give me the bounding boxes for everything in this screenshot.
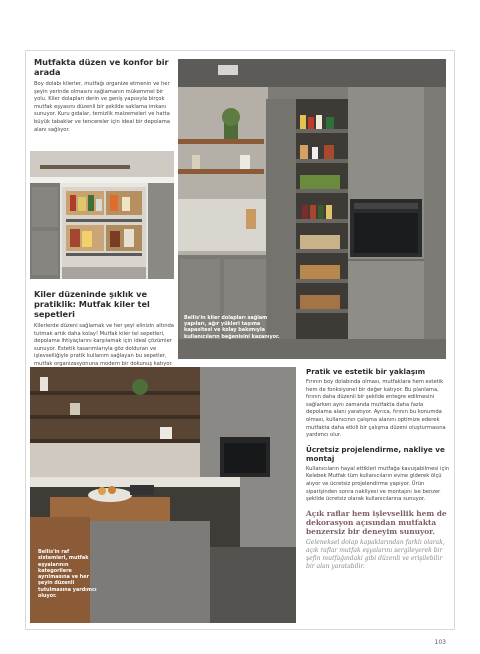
open-shelves-kitchen-photo <box>30 367 296 623</box>
kitchen-caption: Bellis'in raf sistemleri, mutfak eşyalarının kategorilere ayrılmasına ve her şeyin düzenli tutulmasına yardımcı oluyor. <box>38 549 97 600</box>
pull-quote-body: Geleneksel dolap kapaklarından farklı olarak, açık raflar mutfak eşyalarını sergileyerek bir şefin mutfağındaki gibi düzenli ve erişilebilir bir alan yaratabilir. <box>306 538 445 571</box>
section-intro <box>34 57 170 134</box>
section-intro-body: Boy dolabı kilerler, mutfağı organize etmenin ve her şeyin yerinde olmasını sağlamanın mükemmel bir yolu. Kiler dolapları derin ve geniş yapısıyla birçok mutfak eşyasını düzenli bir şekilde saklama imkanı sunuyor. Kuru gıdalar, temizlik malzemeleri ve hatta büyük tabaklar ve tencereler için ideal bir depolama alanı sağlıyor. <box>34 81 170 133</box>
section-intro-title: Mutfakta düzen ve konfor bir arada <box>34 57 169 77</box>
section-wire-baskets-title: Kiler düzeninde şıklık ve pratiklik: Mutfak kiler tel sepetleri <box>34 289 150 319</box>
pull-quote-headline: Açık raflar hem işlevsellik hem de dekorasyon açısından mutfakta benzersiz bir deneyim sunuyor. <box>306 508 447 536</box>
pull-out-basket-photo <box>30 151 174 279</box>
pantry-cabinet-photo <box>178 59 446 359</box>
page-number: 103 <box>434 639 446 646</box>
section-wire-baskets-body: Kilerlerde düzeni sağlamak ve her şeyi elinizin altında tutmak artık daha kolay! Mutfak kiler tel sepetleri, depolama ihtiyaçlarını karşılamak için ideal çözümler sunuyor. Estetik tasarımlarıyla göz dolduran ve işlevselliğiyle pratik kullanım sağlayan bu sepetler, mutfak organizasyonuna modern bir dokunuş katıyor. <box>34 323 174 367</box>
pantry-caption: Bellis'in kiler dolapları sağlam yapıları, ağır yükleri taşıma kapasitesi ve kolay bakımıyla kullanıcıların beğenisini kazanıyor. <box>184 315 280 340</box>
section-oven-body: Fırının boy dolabında olması, mutfaklara hem estetik hem de fonksiyonel bir değer katıyor. Bu planlama, fırının daha düzenli bir şekilde entegre edilmesini sağlarken aynı zamanda mutfakta daha fazla depolama alanı yaratıyor. Ayrıca, fırının bu konumda olması, kullanıcının çalışma alanını optimize ederek mutfakta daha etkili bir çalışma düzeni oluşturmasına yardımcı olur. <box>306 379 446 439</box>
section-oven-title: Pratik ve estetik bir yaklaşım <box>306 367 426 376</box>
section-service-body: Kullanıcıların hayal ettikleri mutfağa kavuşabilmesi için Kelebek Mutfak tüm kullanıcıların evine giderek ölçü alıyor ve ücretsiz projelendirme yapıyor. Ürün siparişinden sonra nakliyesi ve montajını ise benzer şekilde ücretsiz olarak kullanıcılarına sunuyor. <box>306 465 450 503</box>
magazine-page <box>25 50 455 630</box>
section-wire-baskets <box>34 289 174 369</box>
section-service-title: Ücretsiz projelendirme, nakliye ve montaj <box>306 444 445 463</box>
right-column <box>306 367 450 572</box>
